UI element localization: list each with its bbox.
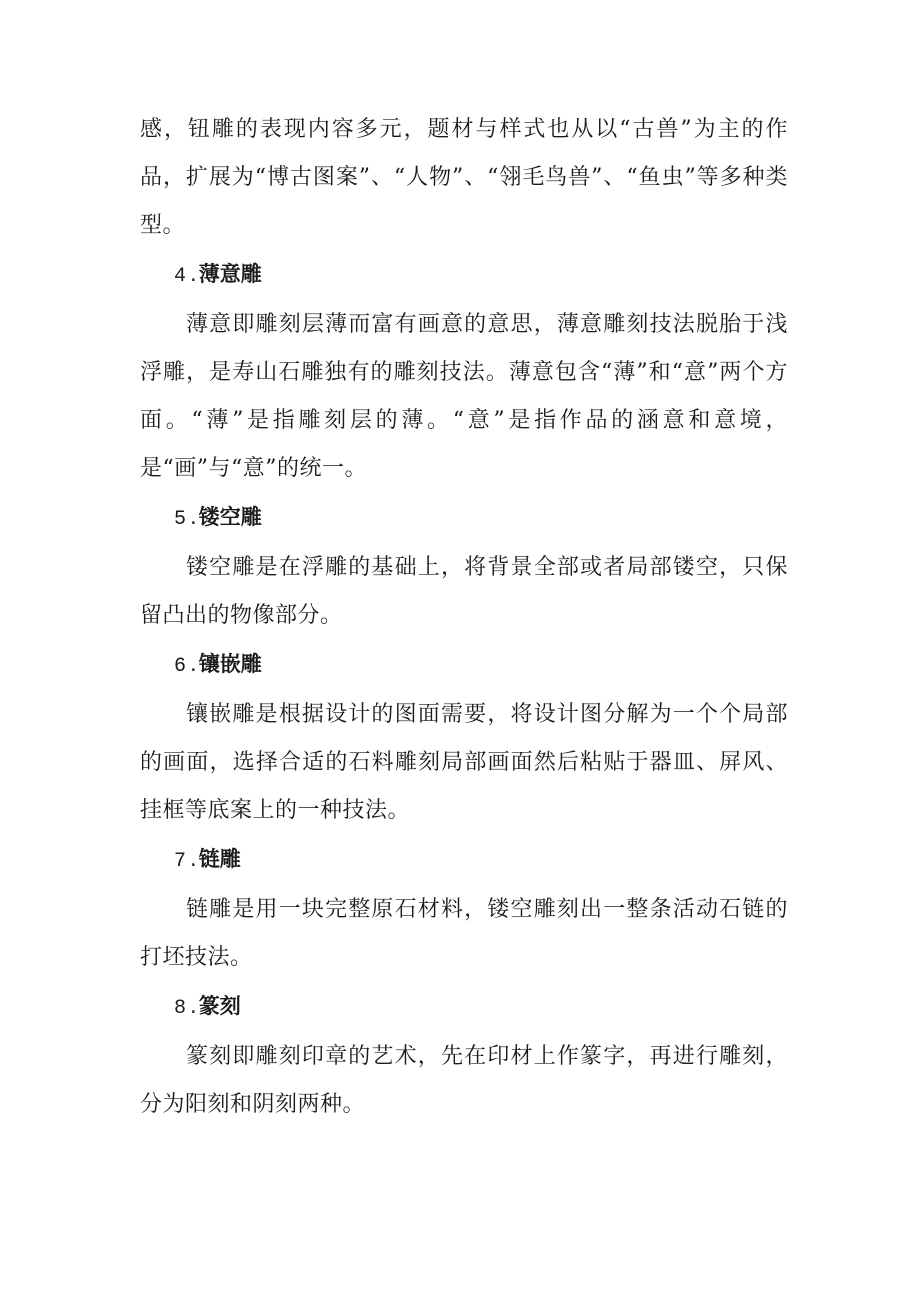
intro-paragraph: 感，钮雕的表现内容多元，题材与样式也从以“古兽”为主的作品，扩展为“博古图案”、“人物”、“翎毛鸟兽”、“鱼虫”等多种类型。: [140, 117, 788, 238]
section-title: 链雕: [198, 847, 241, 871]
document-body: [140, 106, 788, 1129]
section-number: 7: [174, 850, 187, 873]
section-number: 6: [174, 655, 187, 678]
section-title: 篆刻: [198, 994, 241, 1018]
section-number: 8: [174, 997, 187, 1020]
section-title: 镂空雕: [198, 505, 262, 529]
section-body-4: 薄意即雕刻层薄而富有画意的意思，薄意雕刻技法脱胎于浅浮雕，是寿山石雕独有的雕刻技法。薄意包含“薄”和“意”两个方面。“薄”是指雕刻层的薄。“意”是指作品的涵意和意境，是“画”与“意”的统一。: [140, 312, 788, 481]
section-number: 4: [174, 265, 187, 288]
section-number: 5: [174, 508, 187, 531]
section-heading-7: 7 .链雕: [174, 847, 241, 873]
section-title: 镶嵌雕: [198, 652, 262, 676]
section-body-7: 链雕是用一块完整原石材料，镂空雕刻出一整条活动石链的打坯技法。: [140, 897, 788, 970]
section-body-5: 镂空雕是在浮雕的基础上，将背景全部或者局部镂空，只保留凸出的物像部分。: [140, 555, 788, 628]
section-heading-5: 5 .镂空雕: [174, 505, 262, 531]
section-heading-6: 6 .镶嵌雕: [174, 652, 262, 678]
section-body-8: 篆刻即雕刻印章的艺术，先在印材上作篆字，再进行雕刻，分为阳刻和阴刻两种。: [140, 1044, 788, 1117]
section-body-6: 镶嵌雕是根据设计的图面需要，将设计图分解为一个个局部的画面，选择合适的石料雕刻局部画面然后粘贴于器皿、屏风、挂框等底案上的一种技法。: [140, 702, 788, 823]
section-heading-8: 8 .篆刻: [174, 994, 241, 1020]
section-heading-4: 4 .薄意雕: [174, 262, 262, 288]
section-title: 薄意雕: [198, 262, 262, 286]
